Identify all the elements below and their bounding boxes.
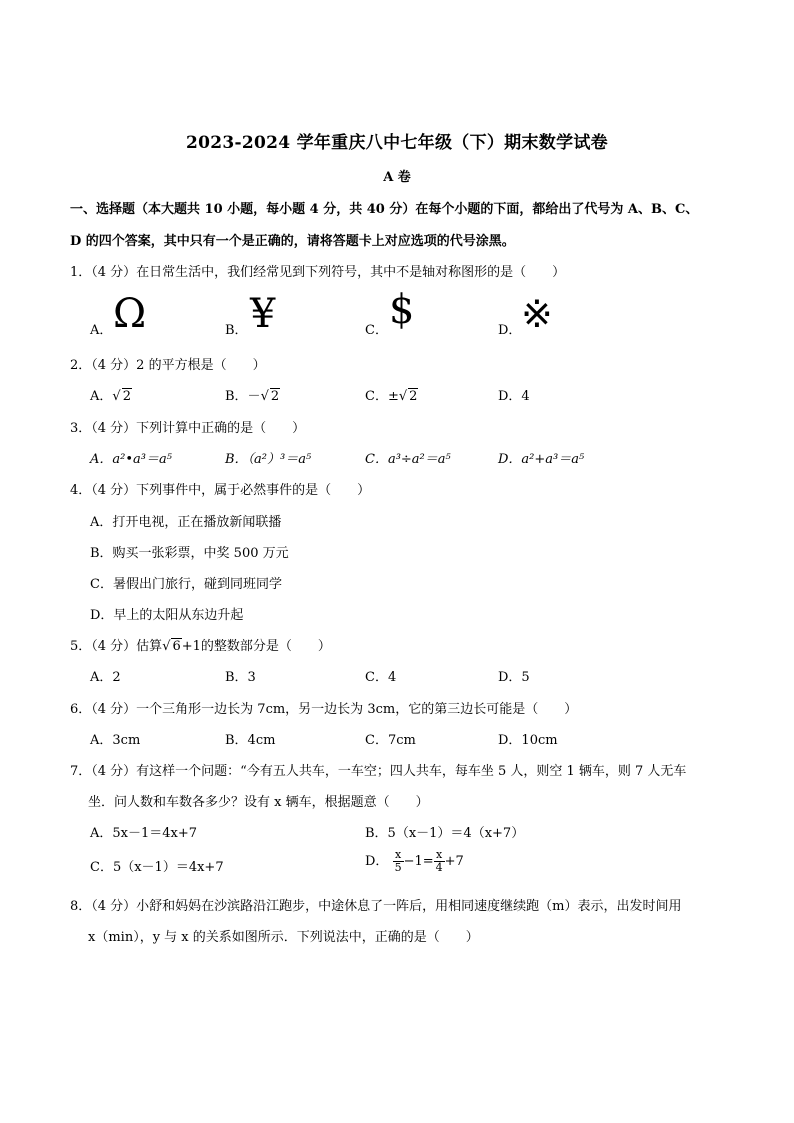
part1-instructions-line2: D 的四个答案，其中只有一个是正确的，请将答题卡上对应选项的代号涂黑。 xyxy=(70,234,515,249)
question-7-line2: 坐．问人数和车数各多少？设有 x 辆车，根据题意（ ） xyxy=(88,795,429,810)
question-1: 1．（4 分）在日常生活中，我们经常见到下列符号，其中不是轴对称图形的是（ ） xyxy=(70,265,566,280)
q1-option-c-label: C． xyxy=(365,323,388,338)
q6-option-d: D．10cm xyxy=(498,733,558,748)
section-label: A 卷 xyxy=(383,170,411,185)
q4-option-b: B．购买一张彩票，中奖 500 万元 xyxy=(90,546,289,561)
q5-option-a: A．2 xyxy=(90,670,121,685)
q6-option-a: A．3cm xyxy=(90,733,141,748)
q5-option-d: D．5 xyxy=(498,670,530,685)
question-6: 6．（4 分）一个三角形一边长为 7cm，另一边长为 3cm，它的第三边长可能是（ ） xyxy=(70,702,578,717)
reference-mark-symbol: ※ xyxy=(521,292,553,336)
exam-title: 2023-2024 学年重庆八中七年级（下）期末数学试卷 xyxy=(185,133,608,153)
q3-option-b: B．（a²）³＝a⁵ xyxy=(225,452,312,467)
part1-instructions-line1: 一、选择题（本大题共 10 小题，每小题 4 分，共 40 分）在每个小题的下面，都给出了代号为 A、B、C、 xyxy=(70,202,699,217)
question-8-line2: x（min），y 与 x 的关系如图所示．下列说法中，正确的是（ ） xyxy=(88,930,479,945)
question-4: 4．（4 分）下列事件中，属于必然事件的是（ ） xyxy=(70,483,371,498)
question-7-line1: 7．（4 分）有这样一个问题：“今有五人共车，一车空；四人共车，每车坐 5 人，则空 1 辆车，则 7 人无车 xyxy=(70,764,687,779)
q4-option-a: A．打开电视，正在播放新闻联播 xyxy=(90,515,282,530)
q5-option-c: C．4 xyxy=(365,670,397,685)
q4-option-d: D．早上的太阳从东边升起 xyxy=(90,608,244,623)
q7-option-d: D． $\frac{x}{5}$ −1= $\frac{x}{4}$ +7 xyxy=(365,848,464,874)
question-5: 5．（4 分）估算√ 6+1的整数部分是（ ） xyxy=(70,639,331,654)
q7-option-b: B．5（x－1）＝4（x+7） xyxy=(365,826,525,841)
q2-option-d: D．4 xyxy=(498,389,530,404)
q5-option-b: B．3 xyxy=(225,670,256,685)
q1-option-b-label: B． xyxy=(225,323,248,338)
question-3: 3．（4 分）下列计算中正确的是（ ） xyxy=(70,421,306,436)
q7-option-c: C．5（x－1）＝4x+7 xyxy=(90,860,224,875)
omega-symbol: Ω xyxy=(113,291,147,337)
q7-option-a: A．5x－1＝4x+7 xyxy=(90,826,198,841)
q2-option-b: B．－√ 2 xyxy=(225,389,280,404)
question-8-line1: 8．（4 分）小舒和妈妈在沙滨路沿江跑步，中途休息了一阵后，用相同速度继续跑（m）表示，出发时间用 xyxy=(70,899,682,914)
q6-option-c: C．7cm xyxy=(365,733,416,748)
yen-symbol: ¥ xyxy=(250,291,276,337)
q6-option-b: B．4cm xyxy=(225,733,276,748)
q2-option-c: C．±√ 2 xyxy=(365,389,418,404)
q1-option-d-label: D． xyxy=(498,323,522,338)
q3-option-d: D．a²+a³＝a⁵ xyxy=(498,452,585,467)
q2-option-a: A．√ 2 xyxy=(90,389,131,404)
q1-option-a-label: A． xyxy=(90,323,113,338)
q3-option-a: A．a²•a³＝a⁵ xyxy=(90,452,172,467)
dollar-symbol: $ xyxy=(389,287,415,333)
question-2: 2．（4 分）2 的平方根是（ ） xyxy=(70,358,266,373)
q3-option-c: C．a³÷a²＝a⁵ xyxy=(365,452,451,467)
q4-option-c: C．暑假出门旅行，碰到同班同学 xyxy=(90,577,282,592)
